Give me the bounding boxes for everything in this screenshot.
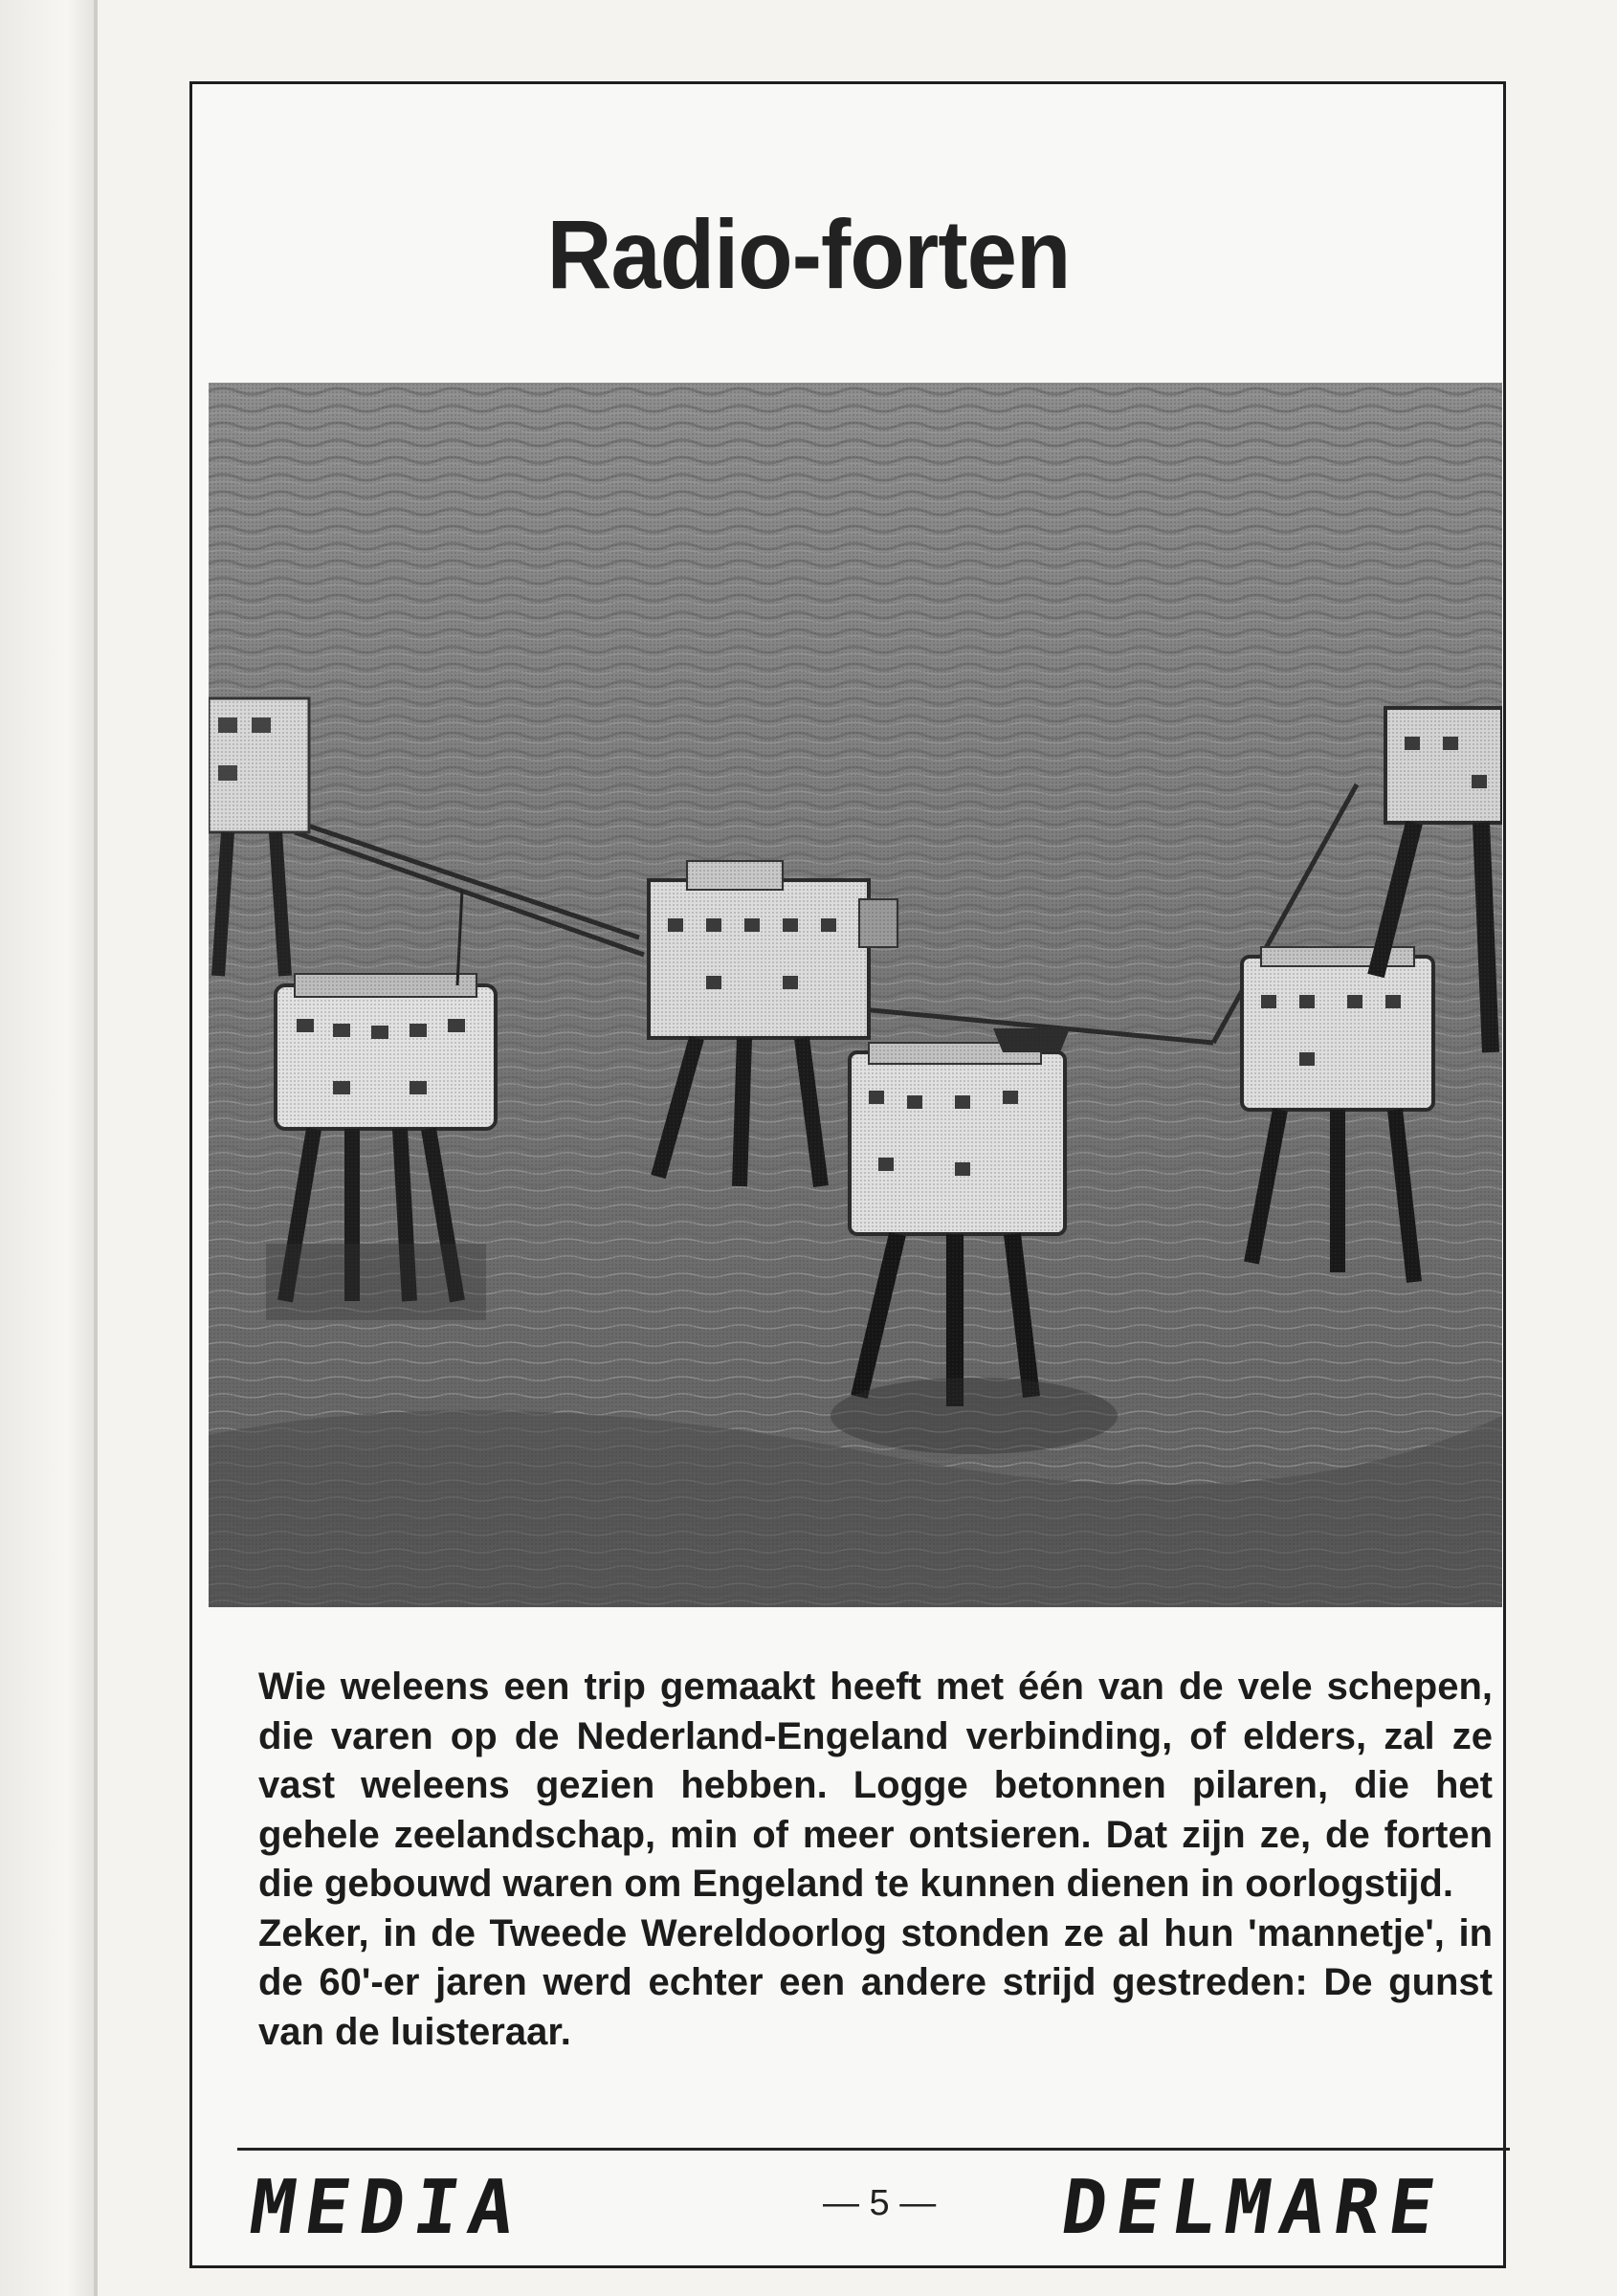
sea-forts-photo — [209, 383, 1502, 1607]
media-logo: MEDIA — [244, 2165, 530, 2251]
previous-page-edge — [0, 0, 96, 2296]
article-title: Radio-forten — [546, 200, 1071, 309]
delmare-logo: DELMARE — [1055, 2165, 1451, 2251]
page-number: — 5 — — [823, 2183, 937, 2223]
article-paragraph-1: Wie weleens een trip gemaakt heeft met één van de vele schepen, die varen op de Nederland-Engeland verbinding, of elders, zal ze vast weleens gezien hebben. Logge betonnen pilaren, die het gehele zeelandschap, min of meer ontsieren. Dat zijn ze, de forten die gebouwd waren om Engeland te kunnen dienen in oorlogstijd. — [258, 1666, 1493, 1905]
footer-rule — [237, 2148, 1510, 2151]
spine — [94, 0, 98, 2296]
article-paragraph-2: Zeker, in de Tweede Wereldoorlog stonden ze al hun 'mannetje', in de 60'-er jaren werd echter een andere strijd gestreden: De gunst van de luisteraar. — [258, 1911, 1493, 2053]
article-body — [258, 1663, 1493, 2057]
